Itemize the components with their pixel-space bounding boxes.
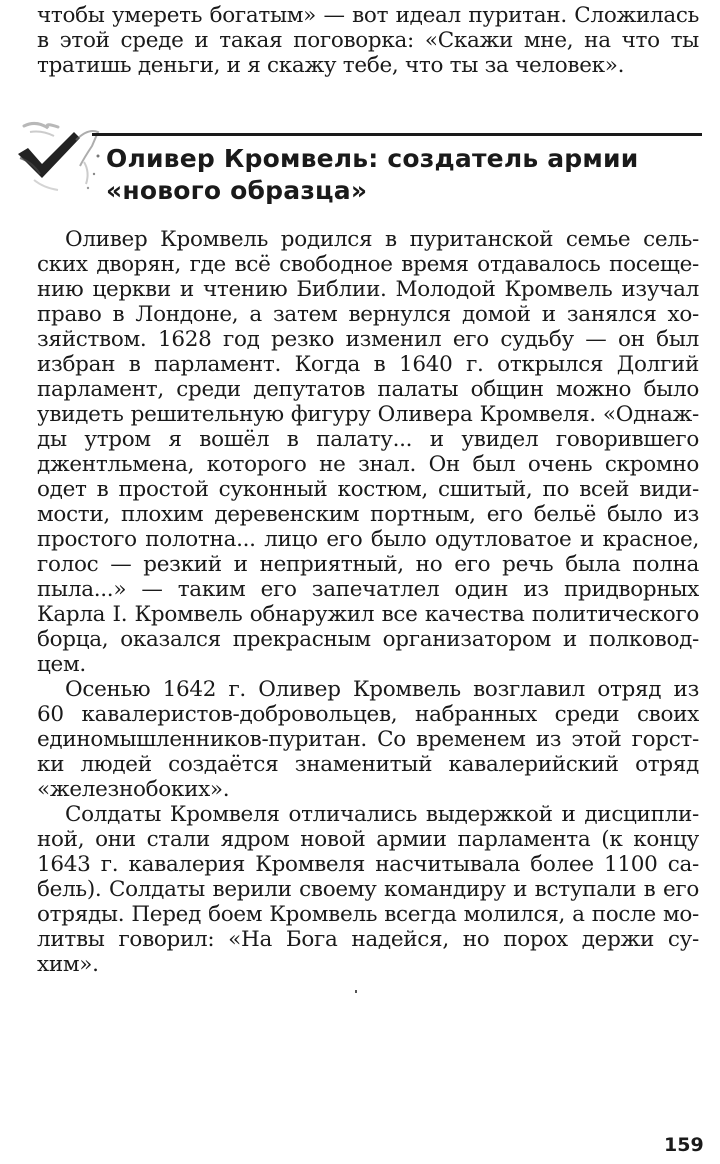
body-line: мости, плохим деревенским портным, его бельё было из bbox=[37, 502, 699, 527]
body-line: избран в парламент. Когда в 1640 г. открылся Долгий bbox=[37, 352, 699, 377]
body-line: право в Лондоне, а затем вернулся домой и занялся хо- bbox=[37, 302, 699, 327]
body-line: ки людей создаётся знаменитый кавалерийский отряд bbox=[37, 752, 699, 777]
heading-line-1: Оливер Кромвель: создатель армии bbox=[106, 144, 639, 173]
print-speck bbox=[355, 990, 357, 993]
body-line: единомышленников-пуритан. Со временем из этой горст- bbox=[37, 727, 699, 752]
body-line: увидеть решительную фигуру Оливера Кромвеля. «Однаж- bbox=[37, 402, 699, 427]
body-line: ды утром я вошёл в палату... и увидел говорившего bbox=[37, 427, 699, 452]
body-line: хим». bbox=[37, 952, 99, 977]
body-line: пыла...» — таким его запечатлел один из придворных bbox=[37, 577, 699, 602]
section-heading bbox=[106, 143, 706, 207]
body-line: бель). Солдаты верили своему командиру и вступали в его bbox=[37, 877, 699, 902]
heading-line-2: «нового образца» bbox=[106, 176, 368, 205]
body-line: голос — резкий и неприятный, но его речь была полна bbox=[37, 552, 699, 577]
intro-line-3: тратишь деньги, и я скажу тебе, что ты за человек». bbox=[37, 53, 625, 78]
body-line: парламент, среди депутатов палаты общин можно было bbox=[37, 377, 699, 402]
body-line: Осенью 1642 г. Оливер Кромвель возглавил отряд из bbox=[65, 677, 699, 702]
intro-line-2: в этой среде и такая поговорка: «Скажи мне, на что ты bbox=[37, 28, 699, 53]
body-line: ских дворян, где всё свободное время отдавалось посеще- bbox=[37, 252, 699, 277]
body-line: джентльмена, которого не знал. Он был очень скромно bbox=[37, 452, 699, 477]
body-line: 1643 г. кавалерия Кромвеля насчитывала более 1100 са- bbox=[37, 852, 699, 877]
body-line: цем. bbox=[37, 652, 86, 677]
check-mark-icon bbox=[14, 118, 106, 202]
body-line: борца, оказался прекрасным организатором и полковод- bbox=[37, 627, 699, 652]
body-line: 60 кавалеристов-добровольцев, набранных среди своих bbox=[37, 702, 699, 727]
body-line: простого полотна... лицо его было одутловатое и красное, bbox=[37, 527, 699, 552]
intro-paragraph bbox=[37, 3, 699, 78]
body-line: ной, они стали ядром новой армии парламента (к концу bbox=[37, 827, 699, 852]
body-line: литвы говорил: «На Бога надейся, но порох держи су- bbox=[37, 927, 699, 952]
body-line: нию церкви и чтению Библии. Молодой Кромвель изучал bbox=[37, 277, 699, 302]
body-line: отряды. Перед боем Кромвель всегда молился, а после мо- bbox=[37, 902, 699, 927]
body-line: Карла I. Кромвель обнаружил все качества политического bbox=[37, 602, 699, 627]
body-line: «железнобоких». bbox=[37, 777, 230, 802]
body-line: одет в простой суконный костюм, сшитый, по всей види- bbox=[37, 477, 699, 502]
body-text bbox=[37, 227, 699, 977]
body-line: зяйством. 1628 год резко изменил его судьбу — он был bbox=[37, 327, 699, 352]
intro-line-1: чтобы умереть богатым» — вот идеал пуритан. Сложилась bbox=[37, 3, 699, 28]
heading-rule bbox=[92, 133, 702, 136]
page-number: 159 bbox=[664, 1134, 704, 1156]
body-line: Солдаты Кромвеля отличались выдержкой и дисципли- bbox=[65, 802, 699, 827]
body-line: Оливер Кромвель родился в пуританской семье сель- bbox=[65, 227, 699, 252]
